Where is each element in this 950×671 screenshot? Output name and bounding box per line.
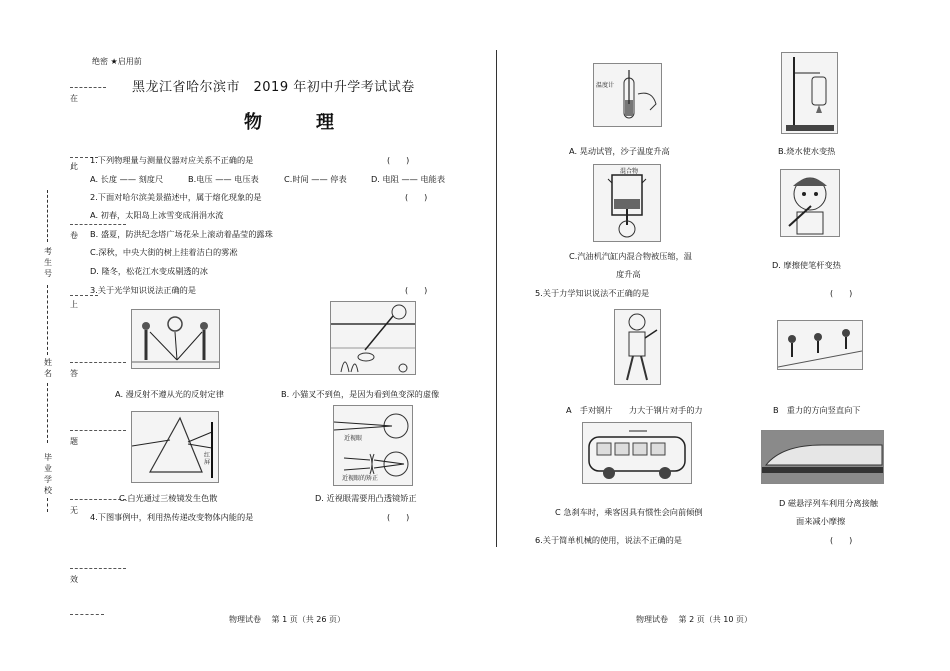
- figure-gravity: [777, 320, 863, 370]
- figure-engine-compression: [593, 164, 661, 242]
- q4-option-c-line2: 度升高: [616, 269, 641, 279]
- binding-word: 此: [70, 162, 78, 171]
- figure-rub-pen: [780, 169, 840, 237]
- exam-number-label: 考生号: [44, 247, 52, 278]
- q3-option-a: A. 漫反射不遵从光的反射定律: [115, 389, 224, 399]
- figure-myopia: [333, 405, 413, 486]
- binding-word: 答: [70, 369, 78, 378]
- info-line: [47, 383, 48, 443]
- binding-dash: [70, 614, 104, 615]
- question-1-stem: 1.下列物理量与测量仪器对应关系不正确的是: [90, 155, 254, 165]
- binding-word: 无: [70, 506, 78, 515]
- page1-footer: 物理试卷 第 1 页（共 26 页）: [229, 615, 345, 624]
- question-6-stem: 6.关于简单机械的使用，说法不正确的是: [535, 535, 682, 545]
- answer-paren: ( ): [387, 513, 410, 522]
- question-3-stem: 3.关于光学知识说法正确的是: [90, 285, 197, 295]
- exam-title: 黑龙江省哈尔滨市 2019 年初中升学考试试卷: [132, 80, 415, 95]
- q4-option-d: D. 摩擦使笔杆变热: [772, 260, 841, 270]
- name-label: 姓名: [44, 358, 52, 378]
- subject-title: 物 理: [244, 112, 352, 133]
- answer-paren: ( ): [830, 289, 853, 298]
- question-5-stem: 5.关于力学知识说法不正确的是: [535, 288, 650, 298]
- q1-option-c: C.时间 —— 停表: [284, 174, 347, 184]
- binding-dash: [70, 430, 126, 431]
- info-line: [47, 285, 48, 355]
- binding-dash: [70, 295, 98, 296]
- q1-option-b: B.电压 —— 电压表: [188, 174, 259, 184]
- binding-dash: [70, 87, 106, 88]
- binding-word: 卷: [70, 231, 78, 240]
- answer-paren: ( ): [405, 193, 428, 202]
- binding-word: 上: [70, 300, 78, 309]
- answer-paren: ( ): [405, 286, 428, 295]
- figure-cat-fishing: [330, 301, 416, 375]
- q5-option-d-line1: D 磁悬浮列车利用分离接触: [779, 498, 878, 508]
- figure-shake-test-tube: [593, 63, 662, 127]
- q2-option-c: C.深秋，中央大街的树上挂着洁白的雾凇: [90, 247, 238, 257]
- binding-dash: [70, 362, 126, 363]
- binding-dash: [70, 568, 126, 569]
- q5-option-d-line2: 面来减小摩擦: [796, 516, 846, 526]
- q5-option-a: A 手对钢片 力大于钢片对手的力: [566, 405, 703, 415]
- q5-option-b: B 重力的方向竖直向下: [773, 405, 861, 415]
- q1-option-a: A. 长度 —— 刻度尺: [90, 174, 164, 184]
- myopia-correction-label: 近视眼的矫正: [342, 475, 379, 482]
- figure-maglev-train: [761, 430, 884, 484]
- q2-option-b: B. 盛夏，防洪纪念塔广场花朵上滚动着晶莹的露珠: [90, 229, 273, 239]
- figure-prism: [131, 411, 219, 483]
- binding-dash: [70, 499, 126, 500]
- secret-mark: 绝密 ★启用前: [92, 57, 142, 66]
- binding-word: 题: [70, 437, 78, 446]
- q5-option-c: C 急刹车时，乘客因具有惯性会向前倾倒: [555, 507, 703, 517]
- q3-option-b: B. 小猫叉不到鱼，是因为看到鱼变深的虚像: [281, 389, 440, 399]
- q3-option-c: C.白光通过三棱镜发生色散: [119, 493, 218, 503]
- answer-paren: ( ): [830, 536, 853, 545]
- q2-option-d: D. 隆冬，松花江水变成剔透的冰: [90, 266, 208, 276]
- page-divider: [496, 50, 497, 547]
- binding-dash: [70, 224, 126, 225]
- thermometer-label: 温度计: [596, 82, 615, 89]
- figure-boil-water: [781, 52, 838, 134]
- q1-option-d: D. 电阻 —— 电能表: [371, 174, 446, 184]
- question-4-stem: 4.下图事例中，利用热传递改变物体内能的是: [90, 512, 254, 522]
- question-2-stem: 2.下面对哈尔滨美景描述中，属于熔化现象的是: [90, 192, 262, 202]
- mixture-label: 混合物: [620, 168, 639, 175]
- figure-hand-steel: [614, 309, 661, 385]
- q4-option-a: A. 晃动试管，沙子温度升高: [569, 146, 670, 156]
- binding-word: 效: [70, 575, 78, 584]
- figure-bus-braking: [582, 422, 692, 484]
- q2-option-a: A. 初春，太阳岛上冰雪变成涓涓水流: [90, 210, 224, 220]
- prism-screen-label: 红屏: [204, 452, 211, 466]
- binding-word: 在: [70, 94, 78, 103]
- myopia-label: 近视眼: [344, 435, 363, 442]
- info-line: [47, 498, 48, 512]
- q4-option-c-line1: C.汽油机汽缸内混合物被压缩，温: [569, 251, 692, 261]
- school-label: 毕业学校: [44, 453, 52, 495]
- q3-option-d: D. 近视眼需要用凸透镜矫正: [315, 493, 417, 503]
- page2-footer: 物理试卷 第 2 页（共 10 页）: [636, 615, 752, 624]
- figure-diffuse-reflection: [131, 309, 220, 369]
- q4-option-b: B.烧水使水变热: [778, 146, 836, 156]
- info-line: [47, 190, 48, 242]
- answer-paren: ( ): [387, 156, 410, 165]
